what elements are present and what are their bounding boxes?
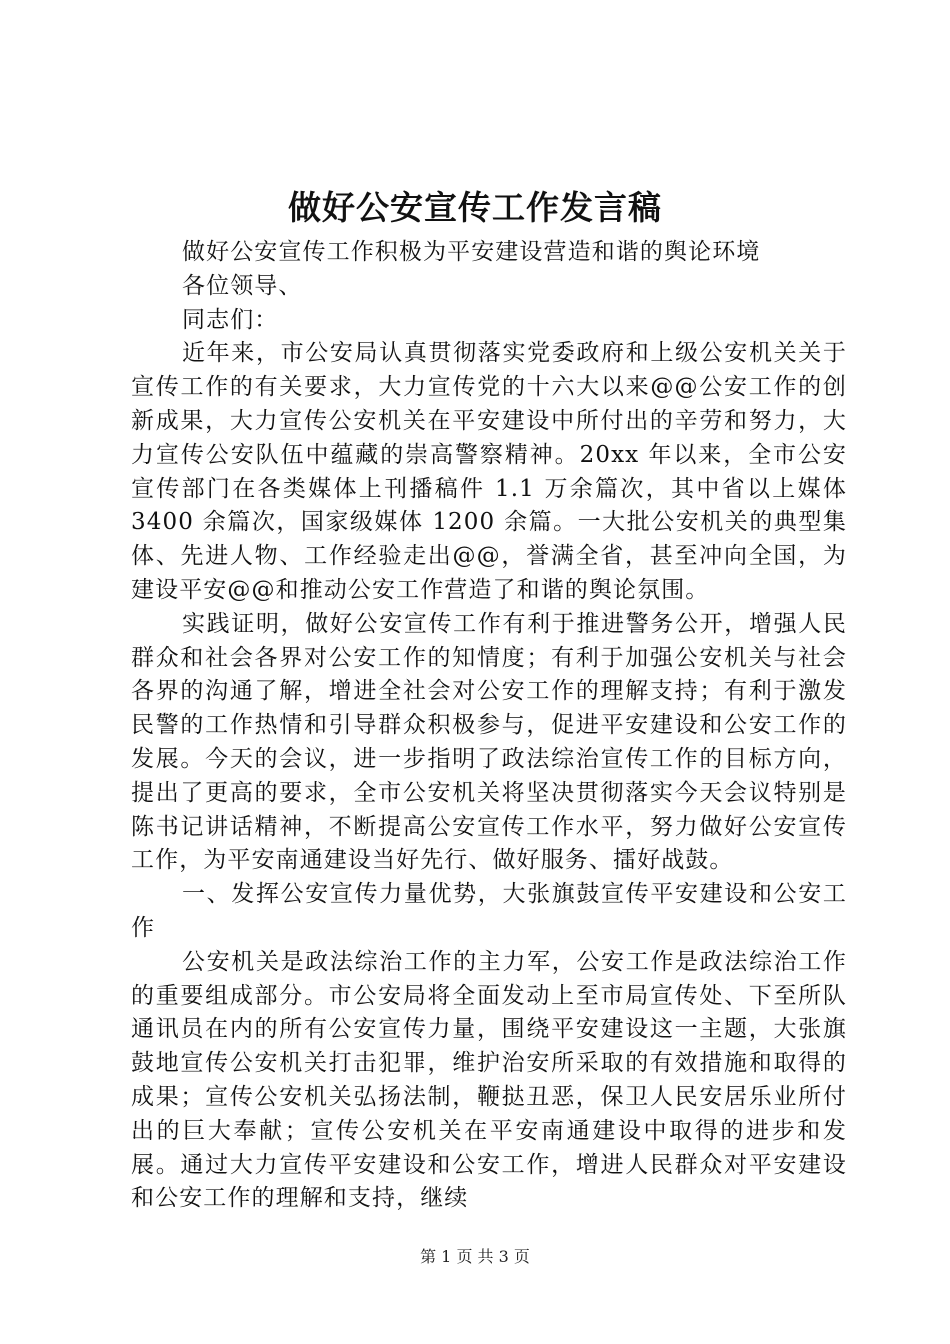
document-title: 做好公安宣传工作发言稿 [288,188,662,227]
page-number-footer: 第 1 页 共 3 页 [420,1247,530,1266]
section-heading: 一、发挥公安宣传力量优势，大张旗鼓宣传平安建设和公安工作 [131,881,847,941]
subtitle-paragraph: 做好公安宣传工作积极为平安建设营造和谐的舆论环境 [182,239,761,265]
body-paragraph: 近年来，市公安局认真贯彻落实党委政府和上级公安机关关于宣传工作的有关要求，大力宣传党的十六大以来@@公安工作的创新成果，大力宣传公安机关在平安建设中所付出的辛劳和努力，大力宣传公安队伍中蕴藏的崇高警察精神。20xx 年以来，全市公安宣传部门在各类媒体上刊播稿件 1.1 万余篇次，其中省以上媒体 3400 余篇次，国家级媒体 1200 余篇。一大批公安机关的典型集体、先进人物、工作经验走出@@，誉满全省，甚至冲向全国，为建设平安@@和推动公安工作营造了和谐的舆论氛围。 [131,340,847,603]
body-paragraph: 公安机关是政法综治工作的主力军，公安工作是政法综治工作的重要组成部分。市公安局将全面发动上至市局宣传处、下至所队通讯员在内的所有公安宣传力量，围绕平安建设这一主题，大张旗鼓地宣传公安机关打击犯罪，维护治安所采取的有效措施和取得的成果；宣传公安机关弘扬法制，鞭挞丑恶，保卫人民安居乐业所付出的巨大奉献；宣传公安机关在平安南通建设中取得的进步和发展。通过大力宣传平安建设和公安工作，增进人民群众对平安建设和公安工作的理解和支持，继续 [131,948,847,1212]
body-paragraph: 实践证明，做好公安宣传工作有利于推进警务公开，增强人民群众和社会各界对公安工作的知情度；有利于加强公安机关与社会各界的沟通了解，增进全社会对公安工作的理解支持；有利于激发民警的工作热情和引导群众积极参与，促进平安建设和公安工作的发展。今天的会议，进一步指明了政法综治宣传工作的目标方向，提出了更高的要求，全市公安机关将坚决贯彻落实今天会议特别是陈书记讲话精神，不断提高公安宣传工作水平，努力做好公安宣传工作，为平安南通建设当好先行、做好服务、擂好战鼓。 [131,610,847,874]
document-body [131,236,847,1216]
salutation-line: 各位领导、 [182,272,303,299]
salutation-line: 同志们： [182,306,279,333]
